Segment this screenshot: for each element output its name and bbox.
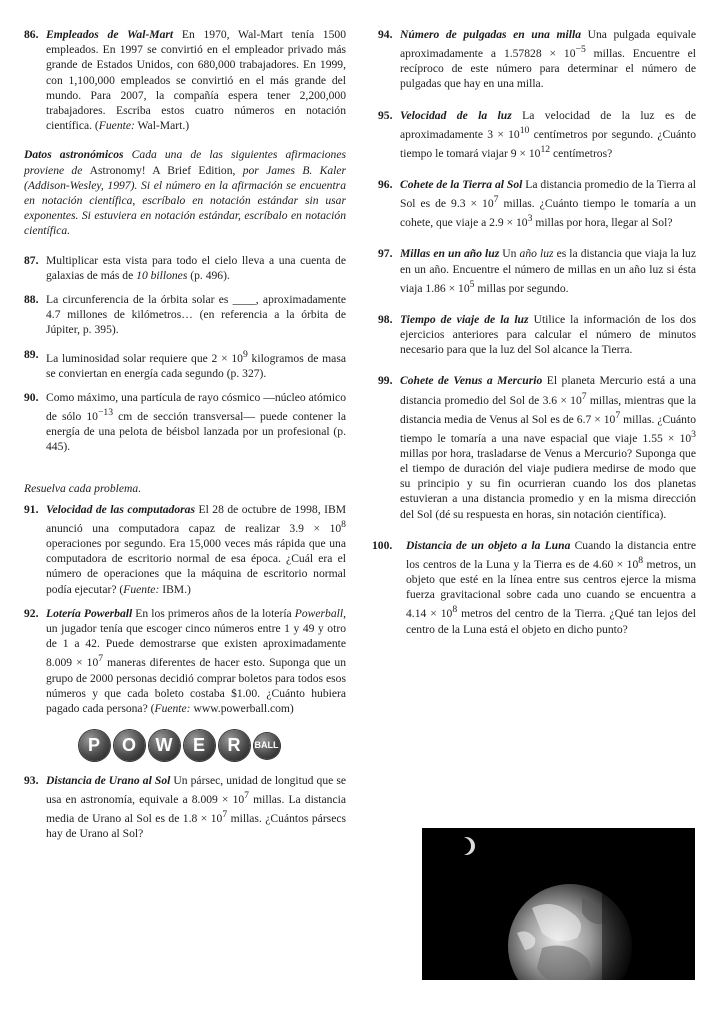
source-text: Wal-Mart.) (134, 119, 190, 133)
exercise-text-2: millas. La distancia media de Urano al Sol es de 1.8 × 10 (46, 793, 346, 826)
exercise-title: Velocidad de la luz (400, 108, 512, 122)
exercise-89 (24, 347, 346, 381)
exponent: −5 (575, 44, 586, 56)
exercise-text-3: centímetros? (550, 146, 613, 160)
right-column (372, 27, 697, 637)
exercise-text: El 28 de octubre de 1998, IBM anunció una computadora capaz de realizar 3.9 × 10 (46, 502, 346, 535)
exponent-2: 8 (452, 604, 458, 616)
exercise-number: 97. (378, 247, 393, 261)
exercise-text: La luminosidad solar requiere que 2 × 10 (46, 351, 243, 365)
exponent: 7 (493, 194, 499, 206)
exercise-title: Lotería Powerball (46, 606, 133, 620)
exercise-87 (24, 253, 346, 283)
exponent-3: 3 (691, 428, 696, 440)
exercise-title: Número de pulgadas en una milla (400, 28, 581, 41)
exercise-title: Tiempo de viaje de la luz (400, 312, 529, 326)
section-title: Datos astronómicos (24, 148, 124, 162)
logo-ball-w: W (149, 730, 180, 761)
emphasis: Powerball (294, 606, 344, 620)
exercise-number: 94. (378, 28, 393, 41)
exercise-text-2: metros, un objeto que esté en la línea entre sus centros ejerce la misma fuerza gravitacional sobre cada uno cuando se encuentra a 4.14 × 10 (406, 557, 696, 621)
source-text: www.powerball.com) (190, 701, 294, 715)
exercise-text: El planeta Mercurio está a una distancia promedio del Sol de 3.6 × 10 (400, 374, 696, 407)
exercise-93 (24, 773, 346, 842)
exercise-text-3: millas por hora, llegar al Sol? (532, 216, 673, 230)
exponent: 10 (519, 124, 530, 136)
intro-text-1: Cada una de las siguientes afirmaciones proviene de (24, 148, 347, 177)
exercise-text-2: cm de sección transversal— puede contener la energía de una pelota de béisbol lanzada por un profesional (p. 445). (46, 409, 346, 454)
exercise-text-2: centímetros por segundo. ¿Cuánto tiempo le tomará viajar 9 × 10 (400, 127, 696, 160)
logo-ball-e: E (184, 730, 215, 761)
exercise-97 (378, 246, 696, 295)
exercise-text: La distancia promedio de la Tierra al Sol es de 9.3 × 10 (400, 178, 696, 211)
exercise-title: Velocidad de las computadoras (46, 502, 195, 516)
emphasis: año luz (519, 247, 554, 261)
exercise-100 (372, 538, 697, 637)
exercise-99 (378, 373, 696, 521)
exercise-title: Cohete de Venus a Mercurio (400, 374, 543, 388)
exercise-text-4: millas por hora, trasladarse de Venus a Mercurio? Suponga que el tiempo de duración del viaje pudiera medirse de modo que su principio y su fin ocurrieran cuando los dos planetas estuvieran a una distancia promedio y en la misma dirección del Sol (dé su respuesta en horas, sin notación científica). (400, 446, 696, 521)
exercise-text-3: millas. ¿Cuánto tiempo le tomaría a una nave espacial que viaje 1.55 × 10 (400, 412, 696, 445)
emphasis: 10 billones (136, 268, 188, 282)
powerball-logo (64, 730, 294, 761)
exercise-text-2: es la distancia que viaja la luz en un año. Encuentre el número de millas en un año luz si ésta viaja 1.86 × 10 (400, 247, 696, 295)
exercise-90 (24, 390, 346, 455)
logo-ball-ball: BALL (254, 733, 280, 759)
exercise-text: En los primeros años de la lotería (132, 606, 295, 620)
exercise-text: Un (499, 247, 520, 261)
exercise-text-2: , un jugador tenía que escoger cinco números entre 1 y 49 y otro de 1 a 42. Puede demostrarse que existen aproximadamente 8.009 × 10 (46, 606, 346, 670)
exercise-text: La circunferencia de la órbita solar es ____, aproximadamente 4.7 millones de kilómetros… (en referencia a la órbita de Júpiter, p. 395). (46, 293, 346, 337)
exercise-number: 88. (24, 293, 39, 307)
exercise-number: 87. (24, 253, 39, 267)
exercise-text: Una pulgada equivale aproximadamente a 1.57828 × 10 (400, 28, 696, 61)
source-label: Fuente: (98, 119, 135, 133)
exponent: 7 (244, 790, 249, 802)
source-label: Fuente: (123, 582, 160, 596)
exercise-number: 91. (24, 502, 39, 516)
exponent: 5 (469, 278, 475, 290)
intro-text-2: por James B. Kaler (Addison-Wesley, 1997). Si el número en la afirmación se encuentra en notación científica, escríbalo en notación estándar sin usar exponentes. Si estuviera en notación estándar, escríbalo en notación científica. (24, 163, 346, 238)
exercise-text-2: kilogramos de masa se conviertan en energía cada segundo (p. 327). (46, 351, 346, 380)
exercise-text-3: maneras diferentes de hacer esto. Suponga que un grupo de 2000 personas decidió comprar boletos para todos esos números y que cada boleto costaba $1.00. ¿Cuánto hubiera pagado cada persona? ( (46, 656, 347, 715)
exercise-94 (378, 27, 696, 92)
exponent-2: 12 (540, 143, 551, 155)
exponent-2: 7 (615, 409, 621, 421)
exercise-title: Distancia de Urano al Sol (46, 774, 171, 788)
exercise-number: 95. (378, 108, 393, 122)
exercise-96 (378, 177, 696, 230)
moon-earth-photo (422, 828, 695, 980)
left-column (24, 27, 346, 842)
exercise-92 (24, 606, 346, 716)
exercise-86 (24, 27, 346, 133)
exercise-number: 99. (378, 374, 393, 388)
exponent: 9 (242, 348, 248, 360)
source-label: Fuente: (154, 701, 191, 715)
exercise-text-2: (p. 496). (187, 268, 230, 282)
exercise-number: 90. (24, 390, 39, 404)
exercise-number: 92. (24, 606, 39, 620)
exercise-text: Utilice la información de los dos ejercicios anteriores para calcular el número de minutos necesario para que la luz del Sol alcance la Tierra. (400, 312, 696, 357)
exercise-text: Un pársec, unidad de longitud que se usa en astronomía, equivale a 8.009 × 10 (46, 774, 346, 807)
exercise-98 (378, 312, 696, 358)
moon-crescent (453, 837, 475, 855)
exercise-95 (378, 108, 696, 161)
exercise-number: 86. (24, 28, 39, 41)
exponent: 7 (581, 390, 587, 402)
exercise-title: Empleados de Wal-Mart (46, 28, 174, 41)
exercise-number: 96. (378, 178, 393, 191)
exercise-title: Distancia de un objeto a la Luna (406, 538, 571, 552)
exercise-text: Multiplicar esta vista para todo el cielo lleva a una cuenta de galaxias de más de (46, 253, 346, 282)
exercise-text-3: millas. ¿Cuántos pársecs hay de Urano al Sol? (46, 812, 347, 841)
exercise-number: 89. (24, 347, 39, 361)
section-instruction: Resuelva cada problema. (24, 481, 142, 495)
exponent-2: 3 (527, 213, 533, 225)
exercise-text-2: millas, mientras que la distancia media de Venus al Sol es de 6.7 × 10 (400, 393, 696, 426)
exercise-88 (24, 292, 346, 338)
exercise-text: La velocidad de la luz es de aproximadamente 3 × 10 (400, 108, 696, 141)
logo-ball-p: P (79, 730, 110, 761)
exercise-text-2: millas. Encuentre el recíproco de este número para determinar el número de pulgadas que hay en una milla. (400, 47, 696, 91)
exercise-text: Cuando la distancia entre los centros de la Luna y la Tierra es de 4.60 × 10 (406, 538, 696, 571)
exercise-title: Millas en un año luz (400, 247, 500, 261)
book-title: Astronomy! A Brief Edition, (89, 163, 236, 177)
exercise-text-2: operaciones por segundo. Era 15,000 veces más rápida que una computadora de escritorio normal de esa época. ¿Cuál era el número de operaciones que la máquina de escritorio normal podía ejecutar? ( (46, 537, 346, 596)
logo-ball-o: O (114, 730, 145, 761)
exponent: −13 (97, 407, 114, 419)
logo-ball-r: R (219, 730, 250, 761)
exercise-number: 93. (24, 774, 39, 788)
exponent: 8 (638, 555, 644, 567)
exponent: 8 (341, 519, 346, 530)
exercise-91 (24, 502, 346, 597)
exercise-text-2: millas. ¿Cuánto tiempo le tomaría a un cohete, que viaje a 2.9 × 10 (400, 197, 696, 230)
exercise-number: 98. (378, 312, 393, 326)
exercise-number: 100. (372, 538, 393, 552)
source-text: IBM.) (159, 582, 191, 596)
exercise-title: Cohete de la Tierra al Sol (400, 178, 523, 191)
exponent-2: 7 (222, 809, 228, 821)
exercise-text: Como máximo, una partícula de rayo cósmico —núcleo atómico de sólo 10 (46, 390, 346, 423)
astronomy-intro (24, 147, 346, 238)
exercise-text-3: millas por segundo. (474, 281, 569, 295)
exercise-text-3: metros del centro de la Tierra. ¿Qué tan lejos del centro de la Luna está el objeto en dicho punto? (406, 607, 697, 636)
exponent: 7 (98, 653, 104, 665)
exercise-text: En 1970, Wal-Mart tenía 1500 empleados. En 1997 se convirtió en el empleador privado más grande de Estados Unidos, con 680,000 trabajadores. En 1999, con 1,100,000 empleados se convirtió en el más grande del mundo. Para 2007, la compañía espera tener 2,200,000 trabajadores. Escriba estos cuatro números en notación científica. ( (46, 28, 346, 133)
